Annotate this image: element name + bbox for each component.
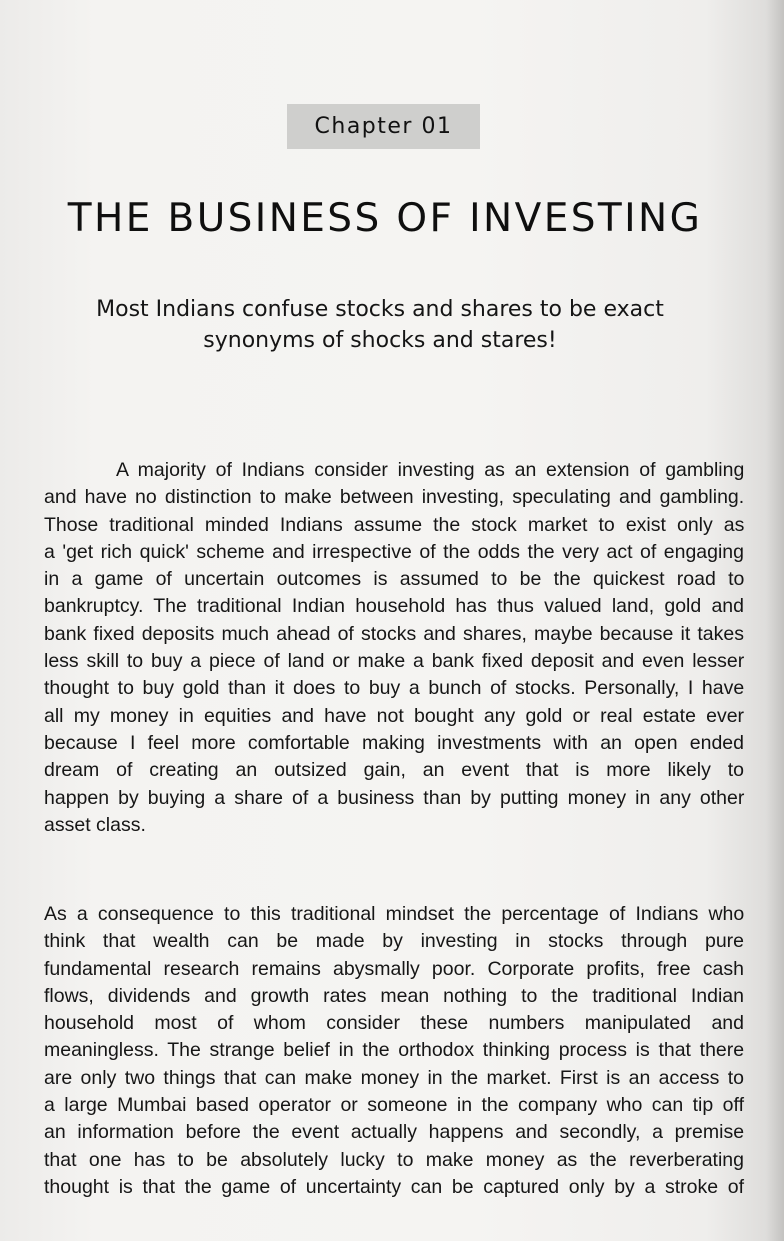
text-line: a 'get rich quick' scheme and irrespective of the odds the very act of engaging xyxy=(44,540,744,563)
text-line: dream of creating an outsized gain, an event that is more likely to xyxy=(44,759,744,782)
text-line: thought to buy gold than it does to buy a bunch of stocks. Personally, I have xyxy=(44,677,745,700)
text-line: all my money in equities and have not bought any gold or real estate ever xyxy=(44,704,745,727)
chapter-title: THE BUSINESS OF INVESTING xyxy=(67,196,703,241)
text-line: bank fixed deposits much ahead of stocks and shares, maybe because it takes xyxy=(44,622,744,645)
text-line: fundamental research remains abysmally poor. Corporate profits, free cash xyxy=(44,957,744,980)
text-line: flows, dividends and growth rates mean nothing to the traditional Indian xyxy=(44,984,744,1007)
chapter-label xyxy=(287,104,480,149)
text-line: happen by buying a share of a business than by putting money in any other xyxy=(44,786,745,809)
text-line: that one has to be absolutely lucky to make money as the reverberating xyxy=(44,1148,744,1171)
text-line: As a consequence to this traditional mindset the percentage of Indians who xyxy=(44,903,745,925)
text-line: asset class. xyxy=(44,813,146,836)
text-line: thought is that the game of uncertainty can be captured only by a stroke of xyxy=(44,1175,744,1198)
body-paragraph xyxy=(44,457,744,839)
text-line: household most of whom consider these numbers manipulated and xyxy=(44,1012,744,1035)
text-line: because I feel more comfortable making investments with an open ended xyxy=(44,731,744,754)
text-line: A majority of Indians consider investing as an extension of gambling xyxy=(116,459,745,481)
text-line: an information before the event actually happens and secondly, a premise xyxy=(44,1121,745,1144)
text-line: Those traditional minded Indians assume the stock market to exist only as xyxy=(44,513,745,536)
text-line: and have no distinction to make between investing, speculating and gambling. xyxy=(44,486,745,509)
subtitle-line: synonyms of shocks and stares! xyxy=(203,328,557,353)
body-paragraph xyxy=(44,901,744,1201)
chapter-subtitle xyxy=(70,294,690,356)
text-line: a large Mumbai based operator or someone in the company who can tip off xyxy=(44,1094,744,1117)
text-line: meaningless. The strange belief in the orthodox thinking process is that there xyxy=(44,1039,745,1062)
page-edge-shadow xyxy=(766,0,784,1241)
chapter-label-text: Chapter 01 xyxy=(314,114,453,139)
text-line: in a game of uncertain outcomes is assumed to be the quickest road to xyxy=(44,568,745,591)
text-line: less skill to buy a piece of land or make a bank fixed deposit and even lesser xyxy=(44,650,745,673)
text-line: think that wealth can be made by investing in stocks through pure xyxy=(44,930,744,953)
subtitle-line: Most Indians confuse stocks and shares to be exact xyxy=(96,297,664,322)
text-line: are only two things that can make money in the market. First is an access to xyxy=(44,1066,744,1089)
text-line: bankruptcy. The traditional Indian household has thus valued land, gold and xyxy=(44,595,744,618)
